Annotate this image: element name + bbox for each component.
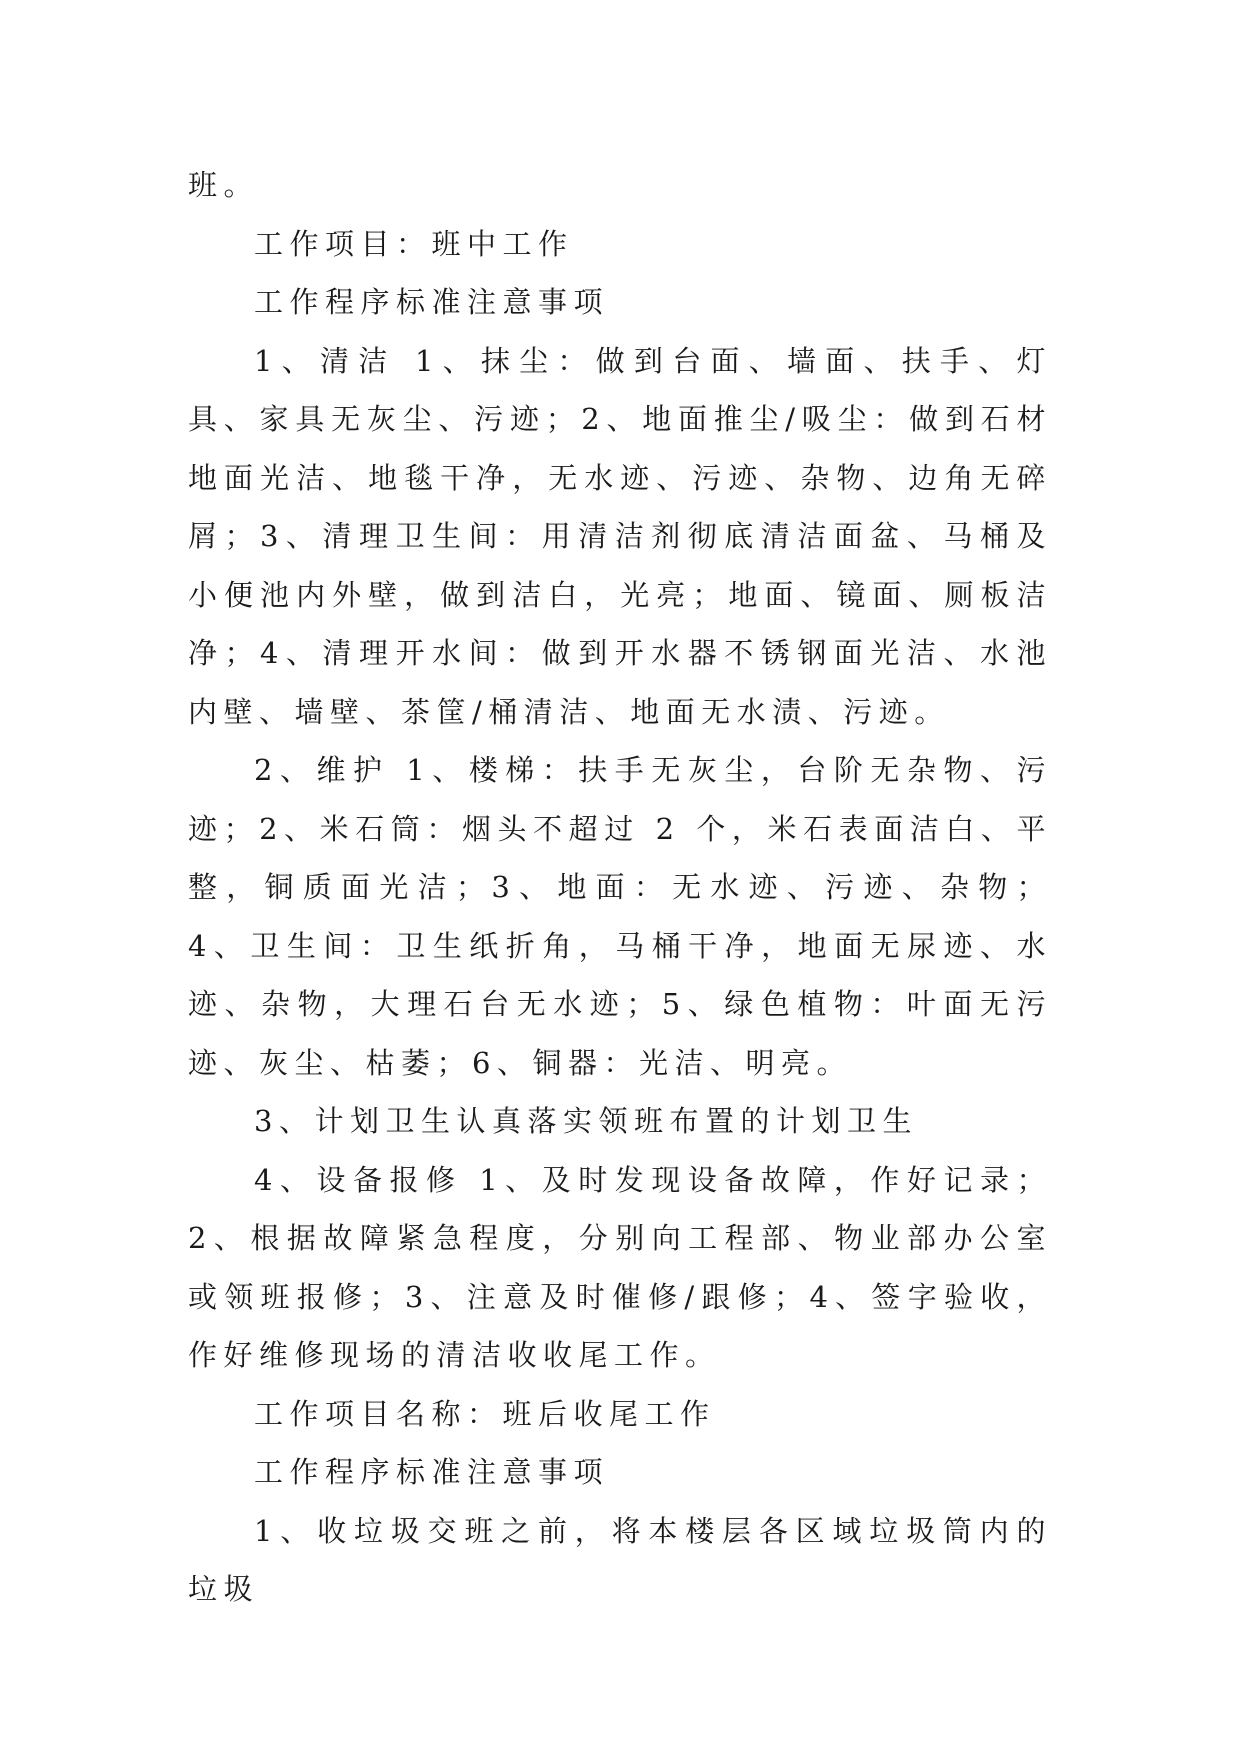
section-heading-mid-shift: 工作项目：班中工作	[254, 226, 574, 261]
table-header-line-2: 工作程序标准注意事项	[254, 1455, 610, 1489]
paragraph-maintenance: 2、维护 1、楼梯：扶手无灰尘，台阶无杂物、污迹；2、米石筒：烟头不超过 2 个，米石表面洁白、平整，铜质面光洁；3、地面：无水迹、污迹、杂物；4、卫生间：卫生纸折角，马桶干净，地面无尿迹、水迹、杂物，大理石台无水迹；5、绿色植物：叶面无污迹、灰尘、枯萎；6、铜器：光洁、明亮。	[188, 753, 1052, 1080]
paragraph-equipment-repair: 4、设备报修 1、及时发现设备故障，作好记录；2、根据故障紧急程度，分别向工程部、物业部办公室或领班报修；3、注意及时催修/跟修；4、签字验收，作好维修现场的清洁收收尾工作。	[188, 1162, 1052, 1372]
paragraph-garbage-collection: 1、收垃圾交班之前，将本楼层各区域垃圾筒内的垃圾	[188, 1513, 1052, 1606]
section-heading-post-shift: 工作项目名称：班后收尾工作	[254, 1396, 716, 1431]
paragraph-continuation: 班。	[188, 168, 260, 202]
table-header-line: 工作程序标准注意事项	[254, 285, 610, 319]
paragraph-planned-cleaning: 3、计划卫生认真落实领班布置的计划卫生	[254, 1104, 918, 1138]
document-body	[188, 156, 1052, 1619]
paragraph-cleaning: 1、清洁 1、抹尘：做到台面、墙面、扶手、灯具、家具无灰尘、污迹；2、地面推尘/吸尘：做到石材地面光洁、地毯干净，无水迹、污迹、杂物、边角无碎屑；3、清理卫生间：用清洁剂彻底清洁面盆、马桶及小便池内外壁，做到洁白，光亮；地面、镜面、厕板洁净；4、清理开水间：做到开水器不锈钢面光洁、水池内壁、墙壁、茶筐/桶清洁、地面无水渍、污迹。	[188, 343, 1052, 729]
